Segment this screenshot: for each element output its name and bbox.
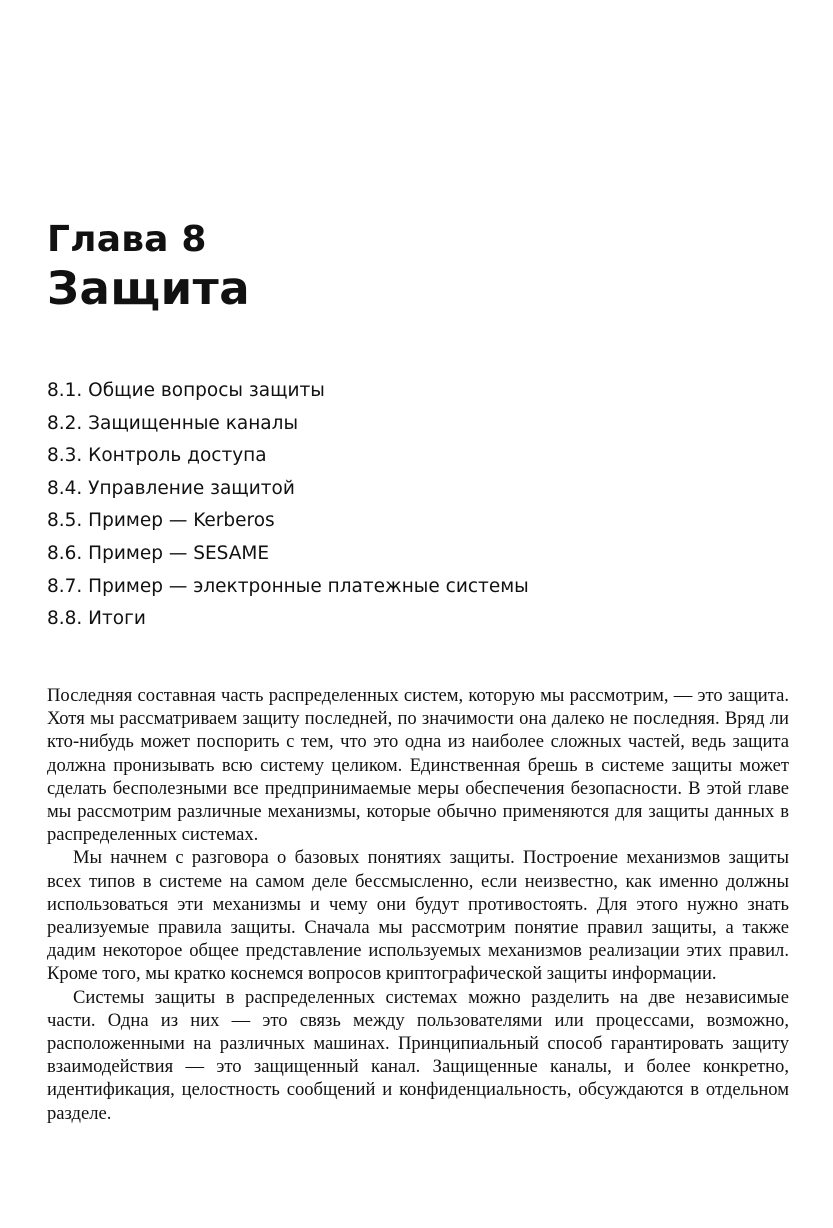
chapter-number: Глава 8 [47, 219, 207, 260]
toc-item: 8.5. Пример — Kerberos [47, 510, 275, 532]
paragraph-basics: Мы начнем с разговора о базовых понятиях защиты. Построение механизмов защиты всех типов в системе на самом деле бессмысленно, если неизвестно, как именно должны использоваться эти механизмы и чему они будут противостоять. Для этого нужно знать реализуемые правила защиты. Сначала мы рассмотрим понятие правил защиты, а также дадим некоторое общее представление используемых механизмов реализации этих правил. Кроме того, мы кратко коснемся вопросов криптографической защиты информации. [47, 847, 789, 985]
toc-item: 8.1. Общие вопросы защиты [47, 380, 325, 401]
toc-item: 8.2. Защищенные каналы [47, 412, 299, 434]
paragraph-parts: Системы защиты в распределенных системах можно разделить на две независимые части. Одна из них — это связь между пользователями или процессами, возможно, расположенными на различных машинах. Принципиальный способ гарантировать защиту взаимодействия — это защищенный канал. Защищенные каналы, и более конкретно, идентификация, целостность сообщений и конфиденциальность, обсуждаются в отдельном разделе. [47, 986, 789, 1124]
toc-item: 8.8. Итоги [47, 608, 146, 630]
chapter-body [47, 684, 789, 1125]
toc-item: 8.3. Контроль доступа [47, 445, 267, 467]
toc-item: 8.6. Пример — SESAME [47, 542, 270, 564]
table-of-contents [47, 375, 529, 636]
paragraph-intro: Последняя составная часть распределенных систем, которую мы рассмотрим, — это защита. Хотя мы рассматриваем защиту последней, по значимости она далеко не последняя. Вряд ли кто-нибудь может поспорить с тем, что это одна из наиболее сложных частей, ведь защита должна пронизывать всю систему целиком. Единственная брешь в системе защиты может сделать бесполезными все предпринимаемые меры обеспечения безопасности. В этой главе мы рассмотрим различные механизмы, которые обычно применяются для защиты данных в распределенных системах. [47, 685, 789, 846]
chapter-title: Защита [47, 262, 251, 315]
toc-item: 8.7. Пример — электронные платежные системы [47, 575, 529, 597]
toc-item: 8.4. Управление защитой [47, 477, 295, 499]
chapter-heading [47, 219, 251, 315]
